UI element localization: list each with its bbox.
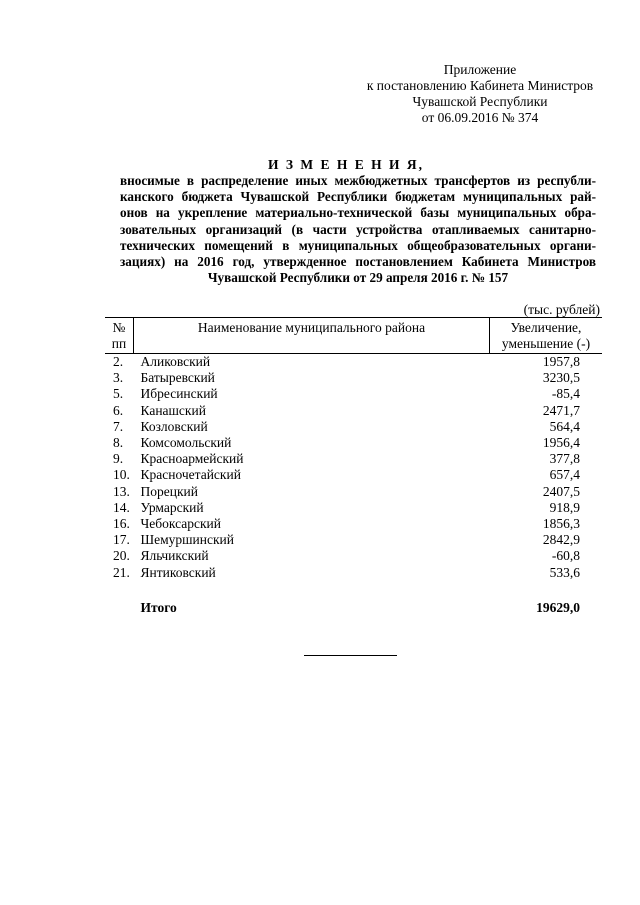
appendix-line-4: от 06.09.2016 № 374 [421,110,539,125]
subtitle-line: онов на укрепление материально-технической базы муниципальных обра- [120,205,596,221]
district-name: Аликовский [140,354,211,369]
table-row [105,484,602,500]
row-value: 377,8 [549,451,580,467]
row-value: 657,4 [549,467,580,483]
appendix-line-1: Приложение [443,62,517,77]
district-name: Красноармейский [140,451,244,467]
row-value: 564,4 [549,418,580,434]
row-number: 14. [113,499,130,515]
table-row [105,354,602,371]
row-value: 918,9 [549,499,580,515]
table-row [105,565,602,581]
total-value: 19629,0 [536,599,580,615]
district-name: Комсомольский [140,435,232,451]
table-row [105,403,602,419]
table-body [105,354,602,617]
row-value: 2471,7 [542,402,580,418]
header-value [490,318,603,354]
total-label: Итого [140,599,177,615]
district-name: Порецкий [140,483,198,499]
row-number: 3. [113,370,124,386]
row-number: 13. [113,483,130,499]
row-number: 21. [113,564,130,580]
subtitle-line: канского бюджета Чувашской Республики бюджетам муниципальных рай- [120,189,596,205]
header-value-line-2: уменьшение (-) [501,336,591,351]
subtitle-line: зовательных организаций (в части устройства отапливаемых санитарно- [120,221,596,237]
document-title: И З М Е Н Е Н И Я, [267,157,424,172]
district-name: Шемуршинский [140,532,234,548]
appendix-line-3: Чувашской Республики [412,94,548,109]
total-number-cell [105,600,134,616]
row-value: 1957,8 [542,354,580,369]
district-name: Янтиковский [140,564,216,580]
row-value: 2842,9 [542,532,580,548]
header-value-line-1: Увеличение, [510,320,582,335]
subtitle-line: Чувашской Республики от 29 апреля 2016 г. № 157 [207,270,509,286]
table-row [105,532,602,548]
row-number: 7. [113,418,124,434]
row-value: 533,6 [549,564,580,580]
table-row [105,500,602,516]
district-name: Ибресинский [140,386,218,402]
row-value: -85,4 [551,386,580,402]
table-row [105,467,602,483]
district-name: Урмарский [140,499,204,515]
table-row [105,435,602,451]
table-row [105,516,602,532]
header-name: Наименование муниципального района [134,318,490,354]
row-number: 8. [113,435,124,451]
table-header-row [105,318,602,354]
row-number: 2. [113,354,124,369]
header-number [105,318,134,354]
transfers-table [105,317,602,616]
district-name: Канашский [140,402,206,418]
row-value: 1956,4 [542,435,580,451]
row-number: 16. [113,516,130,532]
district-name: Яльчикский [140,548,209,564]
row-number: 17. [113,532,130,548]
district-name: Чебоксарский [140,516,222,532]
units-label: (тыс. рублей) [523,302,600,317]
row-value: 2407,5 [542,483,580,499]
header-number-line-2: пп [111,336,127,351]
document-subtitle [120,173,596,286]
row-number: 9. [113,451,124,467]
subtitle-line: вносимые в распределение иных межбюджетных трансфертов из республи- [120,173,596,188]
table-total-row [105,600,602,616]
appendix-header [330,62,630,126]
district-name: Батыревский [140,370,215,386]
row-value: 3230,5 [542,370,580,386]
subtitle-line: технических помещений в муниципальных общеобразовательных органи- [120,237,596,253]
district-name: Козловский [140,418,208,434]
table-row [105,419,602,435]
table-row [105,370,602,386]
table-row [105,386,602,402]
row-value: -60,8 [551,548,580,564]
district-name: Красночетайский [140,467,241,483]
row-number: 10. [113,467,130,483]
closing-rule [304,655,397,656]
subtitle-line: зациях) на 2016 год, утвержденное постановлением Кабинета Министров [120,254,596,270]
row-number: 20. [113,548,130,564]
row-number: 6. [113,402,124,418]
row-number: 5. [113,386,124,402]
table-row [105,451,602,467]
table-spacer-row [105,581,602,600]
row-value: 1856,3 [542,516,580,532]
table-row [105,548,602,564]
header-number-line-1: № [112,320,126,335]
appendix-line-2: к постановлению Кабинета Министров [366,78,594,93]
